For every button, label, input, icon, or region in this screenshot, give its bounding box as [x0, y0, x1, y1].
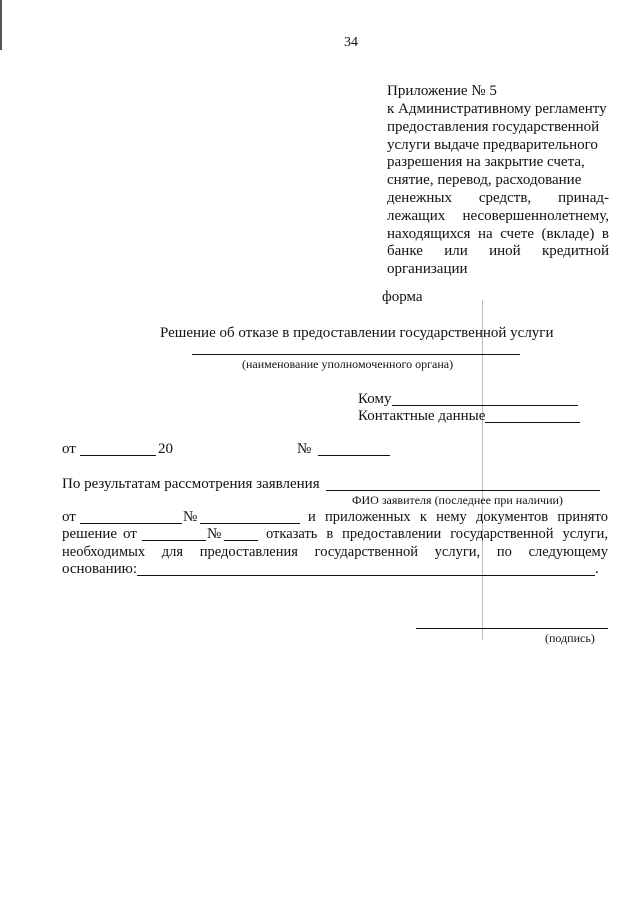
appendix-line-5: снятие, перевод, расходование	[387, 172, 582, 188]
word: по	[496, 544, 512, 560]
date-field-line	[80, 455, 156, 456]
word: приложенных	[324, 509, 411, 525]
word: услуги,	[434, 544, 481, 560]
appendix-line-4: разрешения на закрытие счета,	[387, 154, 585, 170]
word: (вкладе)	[541, 226, 595, 242]
word: принад-	[558, 190, 609, 206]
decision-date-line	[142, 540, 206, 541]
word: для	[161, 544, 184, 560]
to-label: Кому	[358, 391, 392, 407]
word: денежных	[387, 190, 452, 206]
body-line-3	[62, 545, 608, 560]
word: отказать	[266, 526, 318, 542]
decision-number-line	[224, 540, 258, 541]
word: предоставления	[199, 544, 298, 560]
word: государственной	[450, 526, 554, 542]
scan-artifact-fold-line	[482, 300, 483, 640]
scan-artifact-left-edge	[0, 0, 2, 50]
year-prefix: 20	[158, 441, 173, 457]
appendix-line-7	[387, 209, 609, 224]
basis-end: .	[595, 561, 599, 577]
word: государственной	[314, 544, 418, 560]
basis-field-line	[137, 575, 595, 576]
word: предоставлении	[342, 526, 442, 542]
word: в	[601, 226, 609, 242]
word: лежащих	[387, 208, 446, 224]
applicant-caption: ФИО заявителя (последнее при наличии)	[352, 493, 563, 507]
contacts-field-line	[485, 422, 580, 423]
word: принято	[557, 509, 608, 525]
authority-name-line	[192, 354, 520, 355]
authority-caption: (наименование уполномоченного органа)	[242, 357, 454, 371]
body-date-line	[80, 523, 182, 524]
signature-caption: (подпись)	[545, 631, 595, 645]
body-line-2-tail	[266, 527, 608, 542]
review-label: По результатам рассмотрения заявления	[62, 476, 320, 492]
word: необходимых	[62, 544, 146, 560]
word: средств,	[478, 190, 532, 206]
appendix-line-8	[387, 227, 609, 242]
word: нему	[436, 509, 467, 525]
signature-line	[416, 628, 608, 629]
word: от	[123, 526, 137, 542]
appendix-line-2: предоставления государственной	[387, 119, 600, 135]
form-label: форма	[382, 289, 423, 305]
word: иной	[489, 243, 521, 259]
document-heading: Решение об отказе в предоставлении государственной услуги	[160, 325, 554, 341]
word: банке	[387, 243, 423, 259]
word: к	[419, 509, 427, 525]
appendix-line-1: к Административному регламенту	[387, 101, 607, 117]
date-prefix: от	[62, 441, 76, 457]
word: следующему	[528, 544, 608, 560]
appendix-line-6	[387, 191, 609, 206]
contacts-label: Контактные данные	[358, 408, 486, 424]
page-number: 34	[344, 35, 358, 50]
word: документов	[475, 509, 549, 525]
appendix-line-3: услуги выдаче предварительного	[387, 137, 598, 153]
number-field-line	[318, 455, 390, 456]
word: или	[444, 243, 468, 259]
word: несовершеннолетнему,	[462, 208, 609, 224]
basis-label: основанию:	[62, 561, 138, 577]
word: находящихся	[387, 226, 471, 242]
word: и	[308, 509, 316, 525]
appendix-line-10: организации	[387, 261, 468, 277]
word: услуги,	[562, 526, 608, 542]
to-field-line	[392, 405, 578, 406]
word: от	[62, 509, 76, 525]
applicant-name-line	[326, 490, 600, 491]
word: решение	[62, 526, 118, 542]
appendix-title: Приложение № 5	[387, 83, 497, 99]
appendix-line-9	[387, 244, 609, 259]
body-line-1-tail	[308, 510, 608, 525]
word: кредитной	[541, 243, 609, 259]
word: №	[207, 526, 222, 542]
word: на	[477, 226, 493, 242]
word: в	[326, 526, 334, 542]
number-prefix: №	[297, 441, 312, 457]
body-number-line	[200, 523, 300, 524]
word: счете	[500, 226, 534, 242]
word: №	[183, 509, 198, 525]
